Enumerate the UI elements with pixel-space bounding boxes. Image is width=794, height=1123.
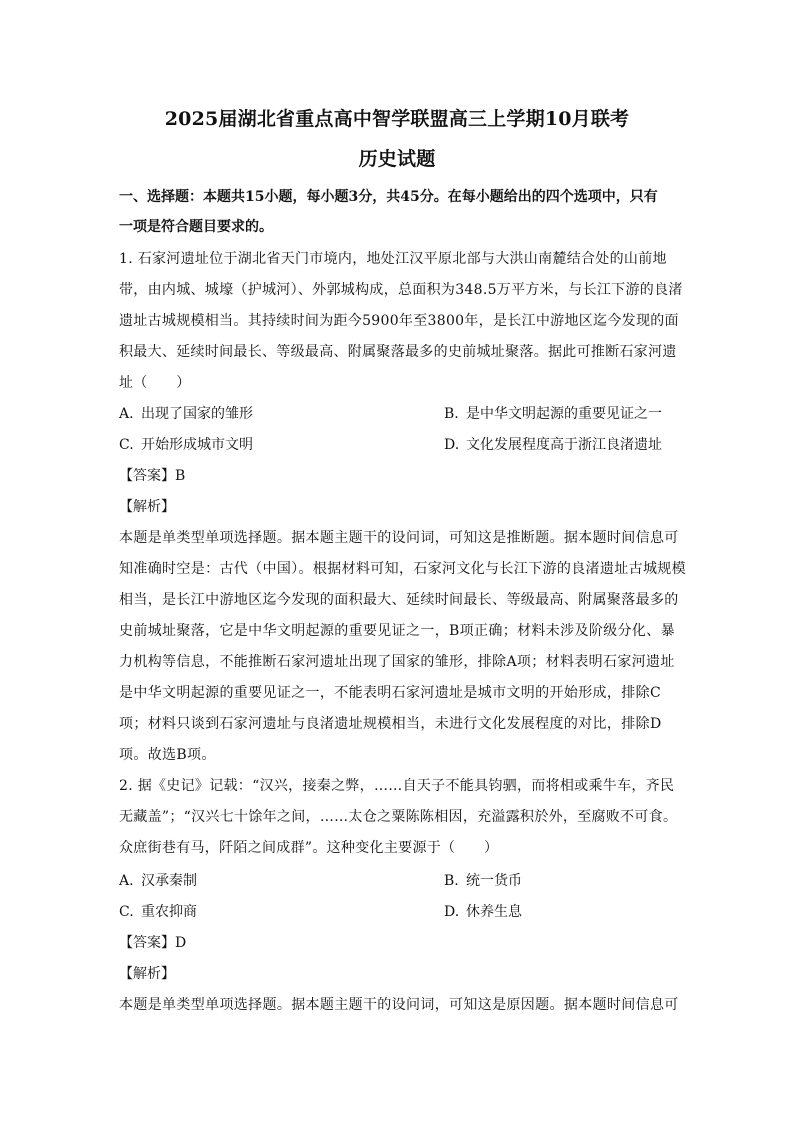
option-text: 是中华文明起源的重要见证之一 bbox=[466, 406, 662, 422]
option-text: 开始形成城市文明 bbox=[141, 437, 253, 453]
option-letter: A. bbox=[119, 873, 134, 889]
option-letter: D. bbox=[444, 904, 460, 920]
question-1-option-d bbox=[444, 436, 662, 454]
question-1-stem-line: 1. 石家河遗址位于湖北省天门市境内，地处江汉平原北部与大洪山南麓结合处的山前地 bbox=[119, 251, 667, 267]
option-text: 统一货币 bbox=[466, 873, 522, 889]
question-1-analysis-label: 【解析】 bbox=[119, 499, 175, 515]
question-1-analysis-line: 项；材料只谈到石家河遗址与良渚遗址规模相当，未进行文化发展程度的对比，排除D bbox=[119, 716, 662, 732]
option-text: 休养生息 bbox=[466, 904, 522, 920]
question-2-analysis-line: 本题是单类型单项选择题。据本题主题干的设问词，可知这是原因题。据本题时间信息可 bbox=[119, 997, 679, 1013]
question-2-analysis-label: 【解析】 bbox=[119, 966, 175, 982]
question-1-options-row bbox=[119, 405, 679, 423]
question-1-analysis-line: 力机构等信息，不能推断石家河遗址出现了国家的雏形，排除A项；材料表明石家河遗址 bbox=[119, 654, 675, 670]
question-1-analysis-line: 是中华文明起源的重要见证之一，不能表明石家河遗址是城市文明的开始形成，排除C bbox=[119, 685, 662, 701]
question-2-option-a bbox=[119, 872, 197, 890]
question-1-analysis-line: 知准确时空是：古代（中国）。根据材料可知，石家河文化与长江下游的良渚遗址古城规模 bbox=[119, 561, 686, 577]
question-2-answer: 【答案】D bbox=[119, 935, 187, 951]
question-1-stem-line: 址（ ） bbox=[119, 375, 191, 391]
question-1-stem-line: 带，由内城、城壕（护城河）、外郭城构成，总面积为348.5万平方米，与长江下游的良渚 bbox=[119, 282, 683, 298]
option-text: 汉承秦制 bbox=[141, 873, 197, 889]
document-subtitle: 历史试题 bbox=[358, 148, 436, 170]
section-heading-line-2: 一项是符合题目要求的。 bbox=[119, 219, 273, 235]
document-title: 2025届湖北省重点高中智学联盟高三上学期10月联考 bbox=[164, 108, 630, 130]
question-1-option-a bbox=[119, 405, 253, 423]
option-letter: B. bbox=[444, 873, 459, 889]
option-letter: D. bbox=[444, 437, 460, 453]
option-text: 文化发展程度高于浙江良渚遗址 bbox=[466, 437, 662, 453]
question-2-stem-line: 2. 据《史记》记载：“汉兴，接秦之弊，……自天子不能具钧驷，而将相或乘牛车，齐民 bbox=[119, 778, 675, 794]
option-text: 出现了国家的雏形 bbox=[141, 406, 253, 422]
question-1-analysis-line: 史前城址聚落，它是中华文明起源的重要见证之一，B项正确；材料未涉及阶级分化、暴 bbox=[119, 623, 675, 639]
question-2-option-c bbox=[119, 903, 197, 921]
question-1-analysis-line: 项。故选B项。 bbox=[119, 747, 216, 763]
question-1-stem-line: 积最大、延续时间最长、等级最高、附属聚落最多的史前城址聚落。据此可推断石家河遗 bbox=[119, 344, 677, 360]
question-2-option-d bbox=[444, 903, 522, 921]
question-1-options-row bbox=[119, 436, 679, 454]
question-2-options-row bbox=[119, 872, 679, 890]
section-heading-line-1: 一、选择题：本题共15小题，每小题3分，共45分。在每小题给出的四个选项中，只有 bbox=[119, 189, 658, 205]
question-1-answer: 【答案】B bbox=[119, 468, 186, 484]
option-letter: A. bbox=[119, 406, 134, 422]
option-letter: B. bbox=[444, 406, 459, 422]
question-2-option-b bbox=[444, 872, 522, 890]
option-letter: C. bbox=[119, 437, 134, 453]
question-2-stem-line: 无藏盖”；“汉兴七十馀年之间，……太仓之粟陈陈相因，充溢露积於外，至腐败不可食。 bbox=[119, 809, 678, 825]
question-2-stem-line: 众庶街巷有马，阡陌之间成群”。这种变化主要源于（ ） bbox=[119, 840, 499, 856]
question-1-option-b bbox=[444, 405, 662, 423]
question-1-analysis-line: 相当，是长江中游地区迄今发现的面积最大、延续时间最长、等级最高、附属聚落最多的 bbox=[119, 592, 679, 608]
question-1-analysis-line: 本题是单类型单项选择题。据本题主题干的设问词，可知这是推断题。据本题时间信息可 bbox=[119, 530, 679, 546]
question-1-option-c bbox=[119, 436, 253, 454]
option-text: 重农抑商 bbox=[141, 904, 197, 920]
question-2-options-row bbox=[119, 903, 679, 921]
question-1-stem-line: 遗址古城规模相当。其持续时间为距今5900年至3800年，是长江中游地区迄今发现的面 bbox=[119, 313, 679, 329]
option-letter: C. bbox=[119, 904, 134, 920]
